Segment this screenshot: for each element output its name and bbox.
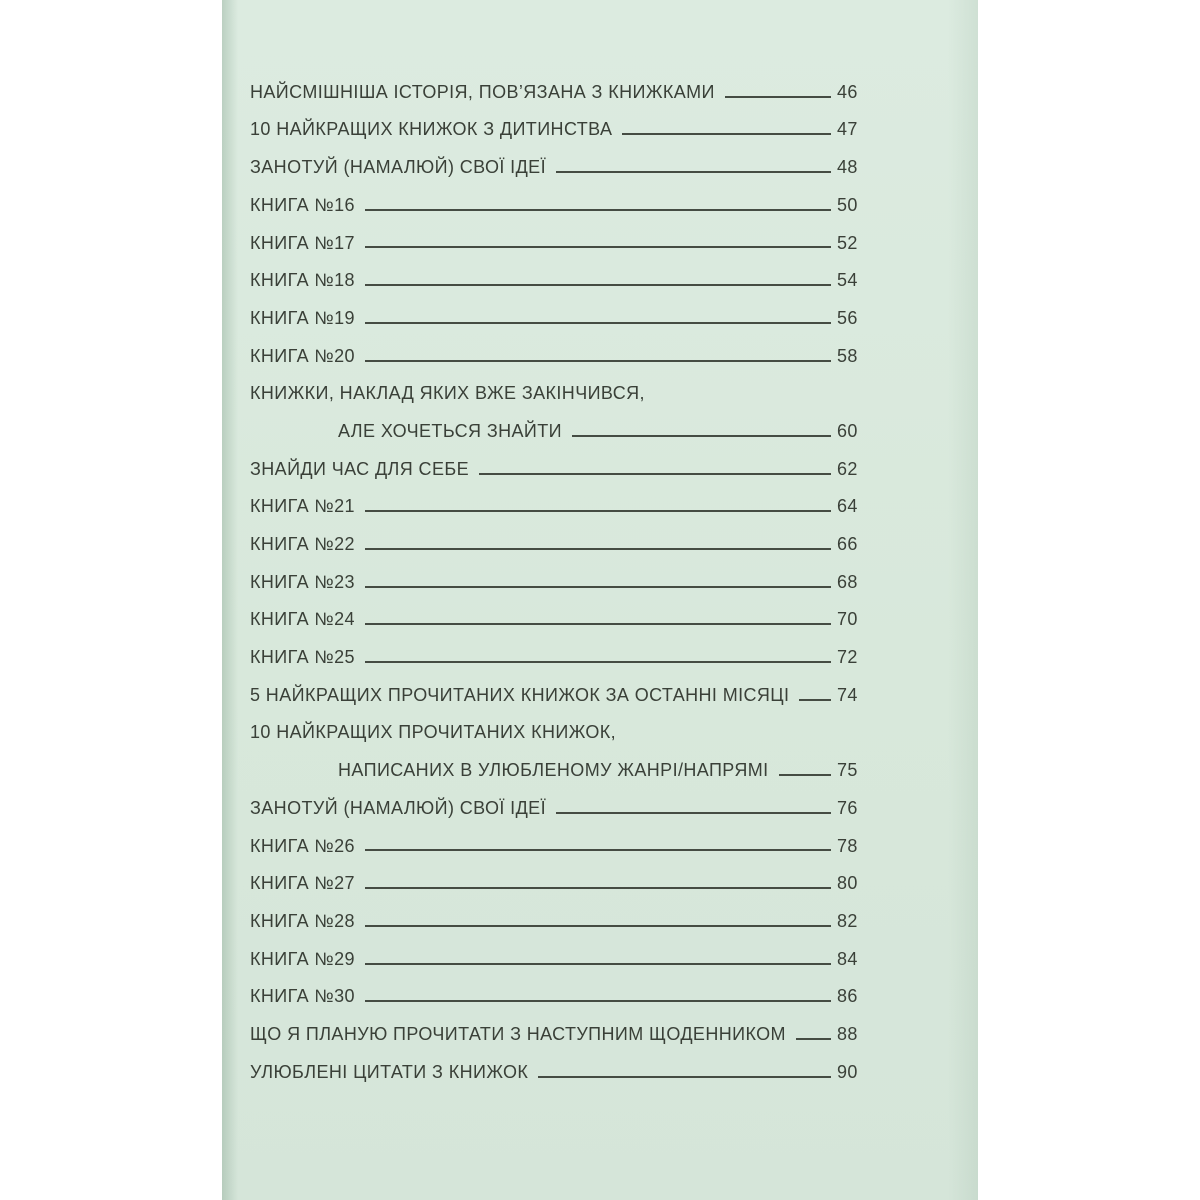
- toc-entry: [250, 366, 871, 404]
- toc-entry-label: ЩО Я ПЛАНУЮ ПРОЧИТАТИ З НАСТУПНИМ ЩОДЕННИКОМ: [250, 1023, 786, 1044]
- page-number: 68: [837, 571, 858, 592]
- toc-entry: [250, 705, 871, 743]
- leader-line: [365, 586, 831, 588]
- toc-entry: [250, 177, 871, 215]
- toc-entry-label: 5 НАЙКРАЩИХ ПРОЧИТАНИХ КНИЖОК ЗА ОСТАННІ МІСЯЦІ: [250, 684, 790, 705]
- page-number: 84: [837, 948, 858, 969]
- toc-entry: [250, 592, 871, 630]
- leader-line: [365, 925, 831, 927]
- page-number: 56: [837, 307, 858, 328]
- toc-entry: [250, 855, 871, 893]
- toc-entry: [250, 629, 871, 667]
- leader-line: [538, 1076, 831, 1078]
- toc-entry: [250, 479, 871, 517]
- leader-line: [479, 473, 831, 475]
- page-number: 46: [837, 81, 858, 102]
- toc-entry: [250, 931, 871, 969]
- leader-line: [365, 849, 831, 851]
- page-number: 74: [837, 684, 858, 705]
- leader-line: [365, 548, 831, 550]
- toc-entry: [250, 102, 871, 140]
- toc-entry-label: КНИГА №29: [250, 948, 355, 969]
- leader-line: [725, 96, 831, 98]
- toc-entry: [250, 64, 871, 102]
- leader-line: [365, 284, 831, 286]
- toc-entry-label: КНИГА №26: [250, 835, 355, 856]
- toc-entry-label: КНИГА №28: [250, 910, 355, 931]
- toc-entry-label: КНИГА №21: [250, 496, 355, 517]
- toc-entry-label: НАЙСМІШНІША ІСТОРІЯ, ПОВ’ЯЗАНА З КНИЖКАМИ: [250, 81, 715, 102]
- page-number: 48: [837, 157, 858, 178]
- toc-entry: [250, 554, 871, 592]
- page-number: 72: [837, 647, 858, 668]
- page-number: 50: [837, 194, 858, 215]
- toc-entry-label: КНИГА №23: [250, 571, 355, 592]
- toc-entry: [250, 290, 871, 328]
- leader-line: [365, 661, 831, 663]
- leader-line: [572, 435, 831, 437]
- toc-entry-label: 10 НАЙКРАЩИХ КНИЖОК З ДИТИНСТВА: [250, 119, 613, 140]
- book-page: [222, 0, 978, 1200]
- leader-line: [365, 360, 831, 362]
- page-number: 88: [837, 1023, 858, 1044]
- toc-entry: [250, 1006, 871, 1044]
- toc-entry: [250, 667, 871, 705]
- toc-entry-label: ЗАНОТУЙ (НАМАЛЮЙ) СВОЇ ІДЕЇ: [250, 797, 546, 818]
- leader-line: [365, 1000, 831, 1002]
- toc-entry-label: КНИГА №17: [250, 232, 355, 253]
- toc-entry: [250, 516, 871, 554]
- page-number: 82: [837, 910, 858, 931]
- toc-entry: [250, 780, 871, 818]
- page-number: 75: [837, 760, 858, 781]
- toc-entry: [250, 403, 871, 441]
- toc-entry-label: КНИГА №27: [250, 873, 355, 894]
- leader-line: [365, 623, 831, 625]
- toc-entry: [250, 441, 871, 479]
- toc-entry: [250, 893, 871, 931]
- toc-entry-label: НАПИСАНИХ В УЛЮБЛЕНОМУ ЖАНРІ/НАПРЯМІ: [338, 760, 769, 781]
- page-number: 78: [837, 835, 858, 856]
- toc-entry-label: КНИГА №16: [250, 194, 355, 215]
- toc-entry-label: КНИГА №25: [250, 647, 355, 668]
- leader-line: [365, 322, 831, 324]
- page-number: 64: [837, 496, 858, 517]
- page-number: 47: [837, 119, 858, 140]
- page-number: 76: [837, 797, 858, 818]
- leader-line: [622, 133, 831, 135]
- leader-line: [365, 510, 831, 512]
- toc-entry-label: ЗАНОТУЙ (НАМАЛЮЙ) СВОЇ ІДЕЇ: [250, 157, 546, 178]
- page-number: 58: [837, 345, 858, 366]
- leader-line: [365, 887, 831, 889]
- toc-entry: [250, 215, 871, 253]
- toc-entry: [250, 969, 871, 1007]
- leader-line: [799, 699, 831, 701]
- toc-entry-label: КНИГА №22: [250, 534, 355, 555]
- toc-entry-label: КНИЖКИ, НАКЛАД ЯКИХ ВЖЕ ЗАКІНЧИВСЯ,: [250, 383, 645, 404]
- page-number: 54: [837, 270, 858, 291]
- page-number: 80: [837, 873, 858, 894]
- leader-line: [556, 171, 831, 173]
- leader-line: [796, 1038, 831, 1040]
- toc-entry: [250, 1044, 871, 1082]
- leader-line: [365, 246, 831, 248]
- page-number: 66: [837, 534, 858, 555]
- toc-entry-label: КНИГА №20: [250, 345, 355, 366]
- toc-entry-label: КНИГА №24: [250, 609, 355, 630]
- leader-line: [365, 963, 831, 965]
- table-of-contents: [222, 0, 978, 1082]
- toc-entry-label: КНИГА №30: [250, 986, 355, 1007]
- toc-entry: [250, 139, 871, 177]
- page-number: 52: [837, 232, 858, 253]
- toc-entry-label: ЗНАЙДИ ЧАС ДЛЯ СЕБЕ: [250, 458, 469, 479]
- toc-entry: [250, 818, 871, 856]
- leader-line: [556, 812, 831, 814]
- leader-line: [365, 209, 831, 211]
- toc-entry-label: УЛЮБЛЕНІ ЦИТАТИ З КНИЖОК: [250, 1061, 529, 1082]
- toc-entry: [250, 252, 871, 290]
- page-number: 70: [837, 609, 858, 630]
- toc-entry: [250, 328, 871, 366]
- toc-entry: [250, 742, 871, 780]
- page-number: 62: [837, 458, 858, 479]
- toc-entry-label: КНИГА №18: [250, 270, 355, 291]
- page-number: 60: [837, 420, 858, 441]
- page-number: 90: [837, 1061, 858, 1082]
- toc-entry-label: КНИГА №19: [250, 307, 355, 328]
- leader-line: [779, 774, 831, 776]
- toc-entry-label: 10 НАЙКРАЩИХ ПРОЧИТАНИХ КНИЖОК,: [250, 722, 617, 743]
- toc-entry-label: АЛЕ ХОЧЕТЬСЯ ЗНАЙТИ: [338, 420, 562, 441]
- page-number: 86: [837, 986, 858, 1007]
